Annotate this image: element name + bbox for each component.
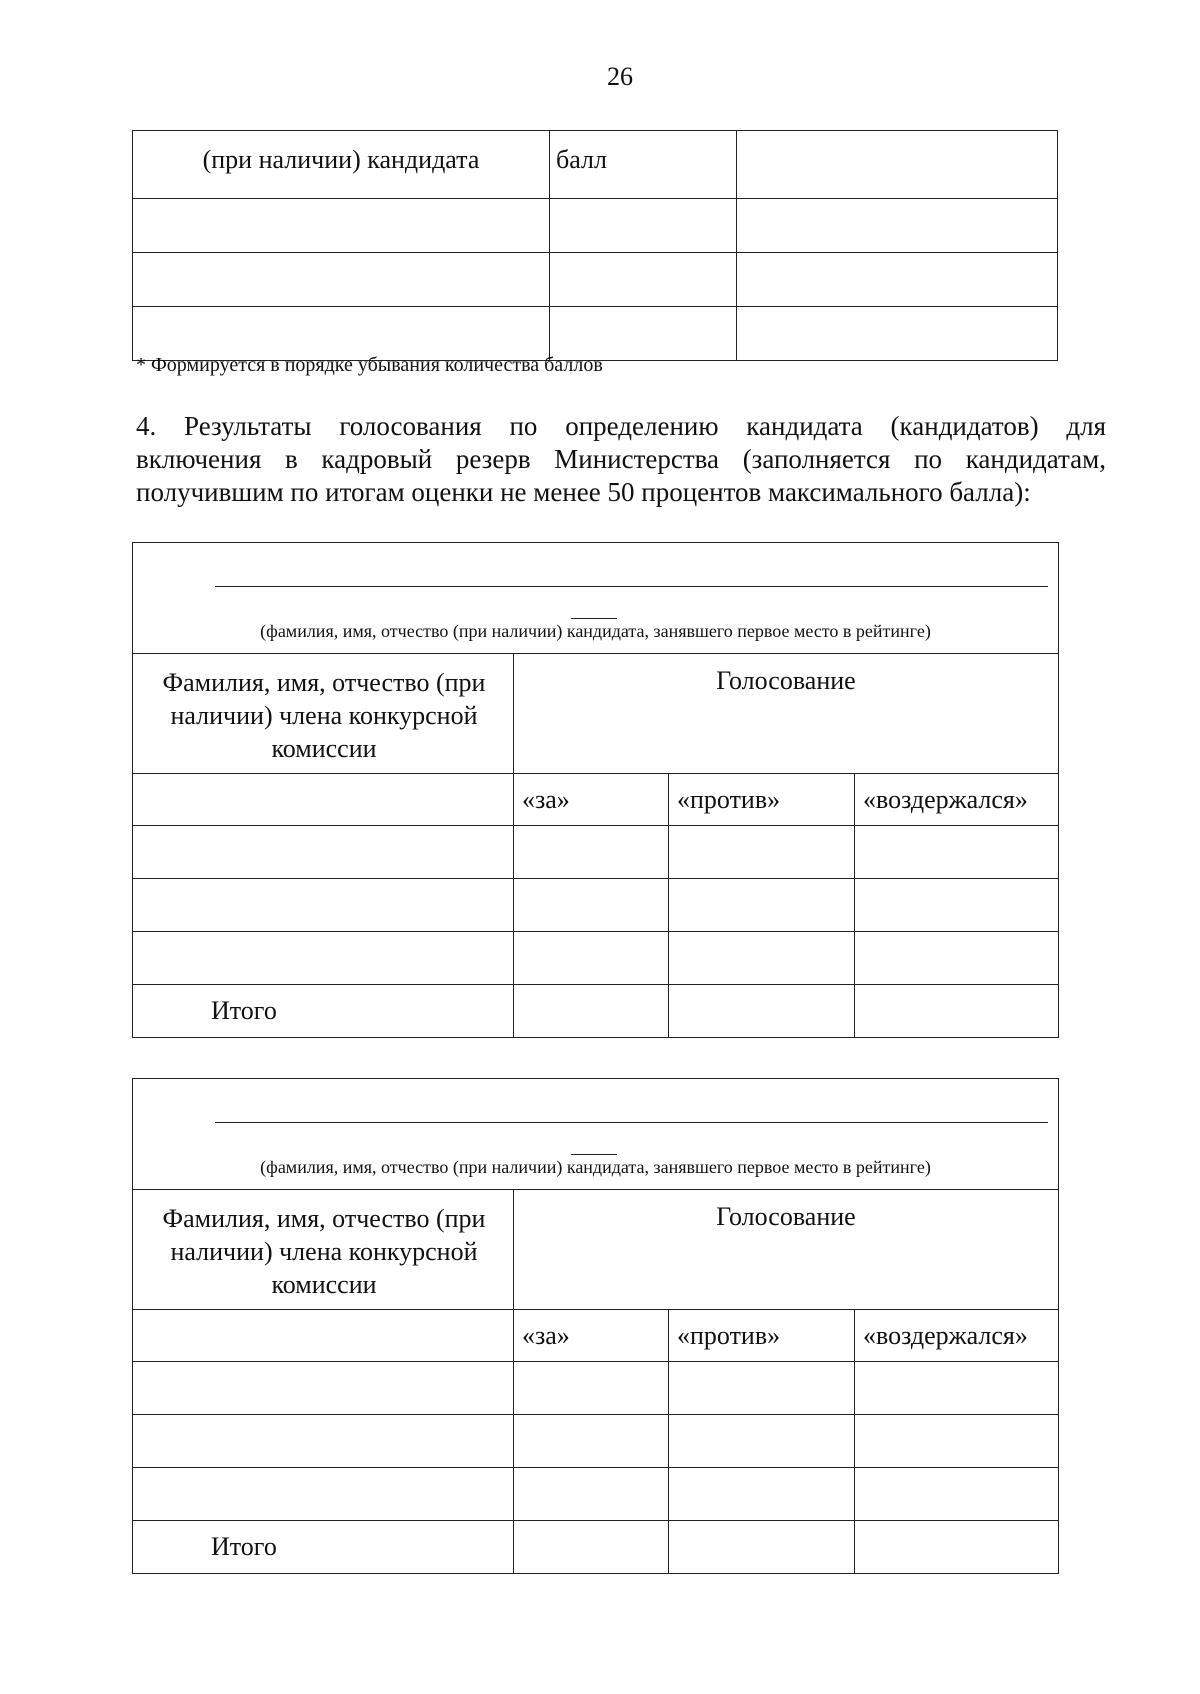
voting-header: Голосование (514, 1190, 1059, 1310)
table-cell (550, 307, 737, 361)
caption-dash (571, 1154, 617, 1155)
table-cell (669, 932, 855, 985)
table-row (133, 199, 1058, 253)
table-row (133, 932, 1059, 985)
member-name-header: Фамилия, имя, отчество (при наличии) члена конкурсной комиссии (133, 654, 514, 774)
table-row (133, 1468, 1059, 1521)
vote-abstain-header: «воздержался» (855, 774, 1059, 826)
table-cell (133, 253, 550, 307)
table-row (133, 1415, 1059, 1468)
table-cell (855, 826, 1059, 879)
table-row (133, 879, 1059, 932)
table-row (133, 307, 1058, 361)
total-label: Итого (133, 985, 514, 1038)
total-row (133, 1521, 1059, 1574)
caption-row (133, 1079, 1059, 1190)
vote-against-header: «против» (669, 1310, 855, 1362)
options-row (133, 774, 1059, 826)
page-number: 26 (607, 62, 633, 91)
table-cell (855, 1362, 1059, 1415)
table-cell (669, 985, 855, 1038)
candidate-score-table (132, 130, 1058, 361)
table-cell (133, 199, 550, 253)
table-cell (669, 1521, 855, 1574)
candidate-caption-cell (133, 1079, 1059, 1190)
candidate-caption: (фамилия, имя, отчество (при наличии) кандидата, занявшего первое место в рейтинге) (260, 1157, 931, 1177)
table-cell (855, 985, 1059, 1038)
table-cell (669, 1362, 855, 1415)
table-cell (737, 253, 1058, 307)
voting-table-1 (132, 542, 1059, 1038)
table-header-row (133, 131, 1058, 199)
caption-dash (571, 618, 617, 619)
candidate-caption-cell (133, 543, 1059, 654)
voting-header: Голосование (514, 654, 1059, 774)
table-cell (514, 932, 669, 985)
paragraph-line: 4. Результаты голосования по определению кандидата (кандидатов) для (136, 411, 1106, 441)
paragraph-line: получившим по итогам оценки не менее 50 процентов максимального балла): (136, 477, 1031, 507)
table-cell (514, 1415, 669, 1468)
table-cell (133, 774, 514, 826)
total-label: Итого (133, 1521, 514, 1574)
table-cell (669, 1468, 855, 1521)
table-cell (514, 985, 669, 1038)
table-cell (855, 879, 1059, 932)
table-cell (855, 1415, 1059, 1468)
table-cell (514, 826, 669, 879)
table-row (133, 253, 1058, 307)
table-cell (133, 879, 514, 932)
member-name-header: Фамилия, имя, отчество (при наличии) члена конкурсной комиссии (133, 1190, 514, 1310)
table-cell (855, 1521, 1059, 1574)
vote-for-header: «за» (514, 1310, 669, 1362)
table-cell (133, 1310, 514, 1362)
table-cell (550, 253, 737, 307)
header-row (133, 654, 1059, 774)
table-cell (133, 1362, 514, 1415)
name-underline (215, 1122, 1048, 1123)
table-row (133, 1362, 1059, 1415)
table-cell (514, 1468, 669, 1521)
extra-header (737, 131, 1058, 199)
score-header: балл (550, 131, 737, 199)
table-cell (514, 1521, 669, 1574)
table-cell (550, 199, 737, 253)
table-cell (514, 1362, 669, 1415)
vote-for-header: «за» (514, 774, 669, 826)
total-row (133, 985, 1059, 1038)
voting-table-2 (132, 1078, 1059, 1574)
vote-against-header: «против» (669, 774, 855, 826)
footnote: * Формируется в порядке убывания количества баллов (136, 354, 603, 376)
table-cell (514, 879, 669, 932)
table-cell (133, 1468, 514, 1521)
table-cell (133, 307, 550, 361)
caption-row (133, 543, 1059, 654)
table-cell (133, 932, 514, 985)
name-underline (215, 586, 1048, 587)
header-row (133, 1190, 1059, 1310)
options-row (133, 1310, 1059, 1362)
table-cell (669, 1415, 855, 1468)
candidate-caption: (фамилия, имя, отчество (при наличии) кандидата, занявшего первое место в рейтинге) (260, 621, 931, 641)
table-cell (855, 1468, 1059, 1521)
table-cell (669, 826, 855, 879)
table-cell (737, 307, 1058, 361)
candidate-name-header: (при наличии) кандидата (133, 131, 550, 199)
table-cell (737, 199, 1058, 253)
table-row (133, 826, 1059, 879)
table-cell (133, 1415, 514, 1468)
section-4-paragraph (136, 410, 1106, 509)
vote-abstain-header: «воздержался» (855, 1310, 1059, 1362)
table-cell (669, 879, 855, 932)
paragraph-line: включения в кадровый резерв Министерства (заполняется по кандидатам, (136, 444, 1106, 474)
table-cell (133, 826, 514, 879)
table-cell (855, 932, 1059, 985)
